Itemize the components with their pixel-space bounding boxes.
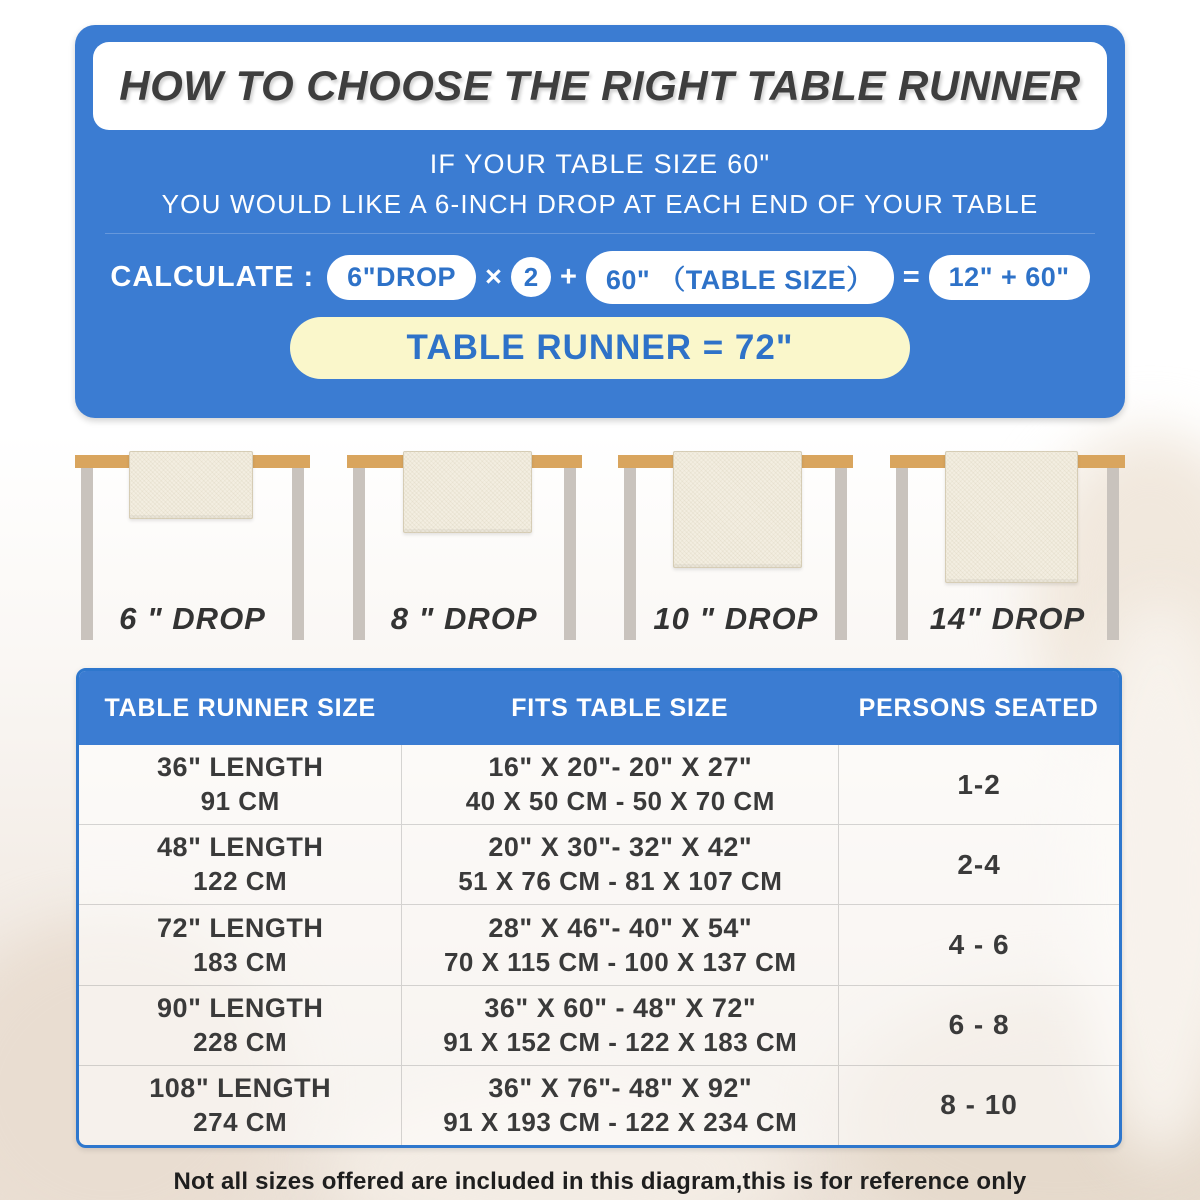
- runner-length-cm: 274 CM: [193, 1106, 288, 1137]
- equals-operator: =: [902, 260, 920, 293]
- persons-value: 1-2: [957, 768, 1001, 800]
- drop-figure-6in: [75, 451, 310, 643]
- runner-length-in: 90" LENGTH: [157, 992, 324, 1023]
- page-title: HOW TO CHOOSE THE RIGHT TABLE RUNNER: [119, 62, 1081, 109]
- title-box: [93, 42, 1107, 130]
- table-row: [79, 985, 1119, 1065]
- fits-in: 20" X 30"- 32" X 42": [488, 832, 753, 863]
- panel-divider: [105, 233, 1095, 234]
- multiplier-circle: 2: [511, 257, 551, 297]
- column-header-persons-seated: PERSONS SEATED: [858, 693, 1099, 722]
- fits-cm: 91 X 152 CM - 122 X 183 CM: [443, 1026, 798, 1057]
- persons-cell: [838, 986, 1119, 1065]
- fits-size-cell: [401, 745, 838, 824]
- drop-value-pill: 6"DROP: [327, 255, 476, 300]
- table-body: [79, 745, 1119, 1145]
- table-row: [79, 745, 1119, 824]
- persons-cell: [838, 745, 1119, 824]
- runner-length-in: 48" LENGTH: [157, 832, 324, 863]
- fits-size-cell: [401, 986, 838, 1065]
- intro-line-1: IF YOUR TABLE SIZE 60": [429, 149, 771, 179]
- runner-size-cell: [79, 986, 401, 1065]
- persons-cell: [838, 825, 1119, 904]
- size-reference-table: [76, 668, 1122, 1148]
- persons-cell: [838, 1066, 1119, 1145]
- table-row: [79, 824, 1119, 904]
- table-row: [79, 1065, 1119, 1145]
- fits-size-cell: [401, 1066, 838, 1145]
- table-row: [79, 904, 1119, 984]
- runner-length-in: 72" LENGTH: [157, 912, 324, 943]
- runner-length-cm: 122 CM: [193, 866, 288, 897]
- runner-length-cm: 228 CM: [193, 1026, 288, 1057]
- footer-note: Not all sizes offered are included in this diagram,this is for reference only: [173, 1168, 1027, 1195]
- header-panel: [75, 25, 1125, 418]
- plus-operator: +: [559, 260, 577, 293]
- table-size-pill: 60" （TABLE SIZE）: [586, 251, 894, 304]
- runner-cloth: [129, 451, 253, 519]
- calculation-row: [75, 251, 1125, 303]
- fits-in: 36" X 60" - 48" X 72": [484, 992, 757, 1023]
- drop-figure-14in: [890, 451, 1125, 643]
- column-header-fits-table-size: FITS TABLE SIZE: [511, 693, 729, 722]
- intro-line-2: YOU WOULD LIKE A 6-INCH DROP AT EACH END OF YOUR TABLE: [161, 189, 1039, 219]
- runner-length-cm: 183 CM: [193, 946, 288, 977]
- persons-cell: [838, 905, 1119, 984]
- fits-in: 16" X 20"- 20" X 27": [488, 752, 753, 783]
- fits-cm: 70 X 115 CM - 100 X 137 CM: [443, 946, 797, 977]
- runner-cloth: [945, 451, 1078, 583]
- drop-label: 8 " DROP: [390, 601, 538, 636]
- result-pill: [290, 317, 910, 379]
- persons-value: 4 - 6: [948, 929, 1010, 960]
- fits-cm: 91 X 193 CM - 122 X 234 CM: [443, 1106, 798, 1137]
- result-text: TABLE RUNNER = 72": [406, 328, 794, 367]
- runner-length-in: 36" LENGTH: [157, 752, 324, 783]
- column-header-runner-size: TABLE RUNNER SIZE: [104, 693, 376, 722]
- fits-cm: 40 X 50 CM - 50 X 70 CM: [465, 786, 775, 817]
- times-operator: ×: [485, 260, 502, 293]
- fits-size-cell: [401, 905, 838, 984]
- table-header-row: [79, 671, 1119, 745]
- runner-size-cell: [79, 825, 401, 904]
- runner-cloth: [673, 451, 802, 568]
- fits-size-cell: [401, 825, 838, 904]
- runner-length-cm: 91 CM: [200, 786, 280, 817]
- persons-value: 2-4: [957, 848, 1001, 880]
- sum-pill: 12" + 60": [929, 255, 1090, 300]
- runner-size-cell: [79, 1066, 401, 1145]
- drop-figure-8in: [347, 451, 582, 643]
- persons-value: 6 - 8: [948, 1009, 1010, 1041]
- drop-diagrams: [75, 451, 1125, 643]
- fits-in: 36" X 76"- 48" X 92": [488, 1072, 753, 1103]
- drop-label: 14" DROP: [929, 601, 1086, 636]
- runner-size-cell: [79, 905, 401, 984]
- fits-in: 28" X 46"- 40" X 54": [488, 912, 753, 943]
- runner-size-cell: [79, 745, 401, 824]
- drop-label: 6 " DROP: [119, 601, 266, 636]
- calculate-label: CALCULATE :: [110, 260, 315, 293]
- runner-cloth: [403, 451, 532, 533]
- fits-cm: 51 X 76 CM - 81 X 107 CM: [458, 866, 783, 897]
- drop-label: 10 " DROP: [653, 601, 819, 636]
- drop-figure-10in: [618, 451, 853, 643]
- runner-length-in: 108" LENGTH: [149, 1072, 332, 1103]
- persons-value: 8 - 10: [940, 1089, 1018, 1121]
